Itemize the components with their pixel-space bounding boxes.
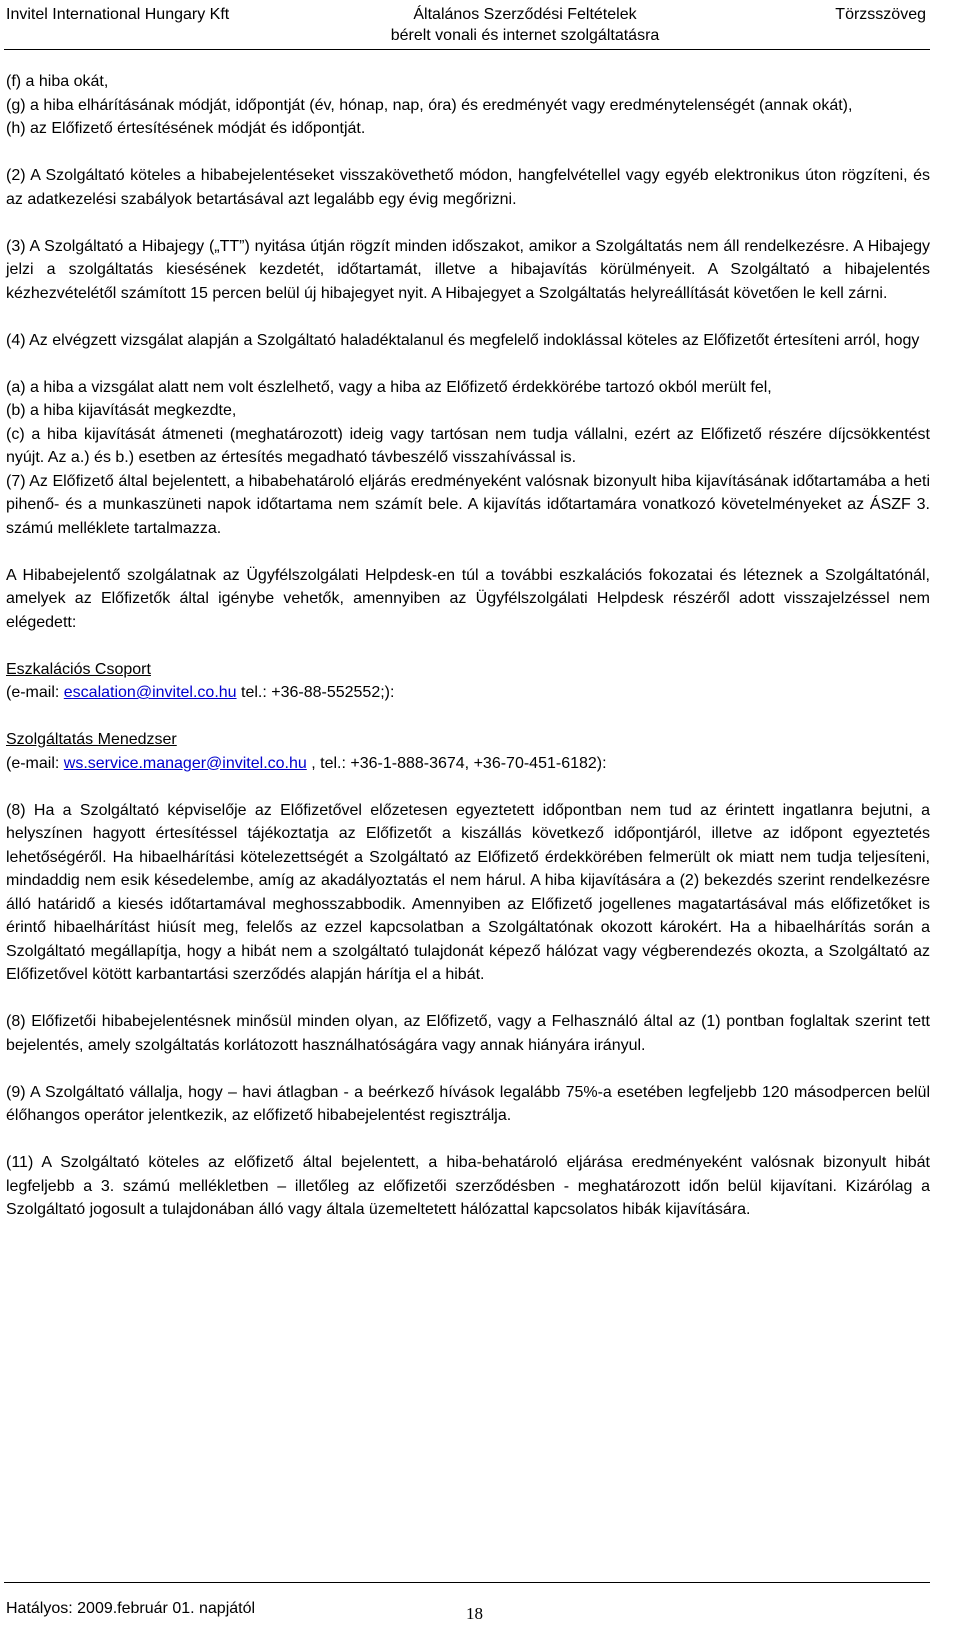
footer-divider xyxy=(4,1582,930,1583)
page-footer xyxy=(6,1582,930,1622)
paragraph-4-item-a: (a) a hiba a vizsgálat alatt nem volt észlelhető, vagy a hiba az Előfizető érdekkörébe tartozó okból merült fel, xyxy=(6,378,772,396)
contact-prefix: (e-mail: xyxy=(6,684,64,701)
escalation-email-link[interactable]: escalation@invitel.co.hu xyxy=(63,684,237,701)
page-number: 18 xyxy=(466,1604,483,1623)
list-item-g: (g) a hiba elhárításának módját, időpontját (év, hónap, nap, óra) és eredményét vagy eredménytelenségét (annak okát), xyxy=(6,96,853,114)
header-divider xyxy=(4,49,930,50)
paragraph-7: (7) Az Előfizető által bejelentett, a hibabehatároló eljárás eredményeként valósnak bizonyult hiba kijavításának időtartamába a heti pihenő- és a munkaszüneti napok időtartama nem számít bele. A kijavítás időtartamára vonatkozó követelményeket az ÁSZF 3. számú melléklete tartalmazza. xyxy=(6,472,930,537)
list-item-h: (h) az Előfizető értesítésének módját és időpontját. xyxy=(6,120,366,137)
paragraph-11: (11) A Szolgáltató köteles az előfizető által bejelentett, a hiba-behatároló eljárása eredményeként valósnak bizonyult hibát legfeljebb a 3. számú mellékletben – illetőleg az előfizetői szerződésben - meghatározott időn belül kijavítani. Kizárólag a Szolgáltató jogosult a tulajdonában álló vagy általa üzemeltetett hálózattal kapcsolatos hibák kijavítására. xyxy=(6,1154,930,1218)
list-item-f: (f) a hiba okát, xyxy=(6,73,109,90)
paragraph-8b: (8) Előfizetői hibabejelentésnek minősül minden olyan, az Előfizető, vagy a Felhasználó által az (1) pontban foglaltak szerint tett bejelentés, amely szolgáltatás korlátozott használhatóságára vagy annak hiányára irányul. xyxy=(6,1013,930,1054)
contact-suffix: , tel.: +36-1-888-3674, +36-70-451-6182): xyxy=(306,754,607,772)
company-name: Invitel International Hungary Kft xyxy=(6,6,230,23)
paragraph-8a: (8) Ha a Szolgáltató képviselője az Előfizetővel előzetesen egyeztetett időpontban nem tud az érintett ingatlanra bejutni, a helyszínen hagyott értesítéssel tájékoztatja az Előfizetőt a kiszállás következő időpontjáról, illetve az időpont egyeztetés lehetőségéről. Ha hibaelhárítási kötelezettségét a Szolgáltató az Előfizető érdekkörében felmerült ok miatt nem tudja teljesíteni, mindaddig nem esik késedelembe, amíg az akadályoztatás el nem hárul. A hiba kijavítására a (2) bekezdés szerint rendelkezésre álló határidő a kiesés időtartamával meghosszabbodik. Amennyiben az Előfizető jogellenes magatartásával más előfizetőket is érintő hibaelhárítást hiúsít meg, felelős az ezzel kapcsolatban a Szolgáltatónak okozott károkért. Ha a hibaelhárítás során a Szolgáltató megállapítja, hogy a hibát nem a szolgáltató tulajdonát képező hálózat vagy végberendezés okozta, a Szolgáltató az Előfizetővel kötött karbantartási szerződés alapján hárítja el a hibát. xyxy=(6,801,930,983)
document-subtitle: bérelt vonali és internet szolgáltatásra xyxy=(390,27,660,44)
contact-suffix: tel.: +36-88-552552;): xyxy=(236,684,395,701)
contact-name-service-manager: Szolgáltatás Menedzser xyxy=(6,731,177,748)
paragraph-9: (9) A Szolgáltató vállalja, hogy – havi átlagban - a beérkező hívások legalább 75%-a esetében legfeljebb 120 másodpercen belül élőhangos operátor jelentkezik, az előfizető hibabejelentést regisztrálja. xyxy=(6,1083,930,1124)
document-body xyxy=(6,70,930,1222)
paragraph-4-item-b: (b) a hiba kijavítását megkezdte, xyxy=(6,402,237,419)
escalation-intro: A Hibabejelentő szolgálatnak az Ügyfélszolgálati Helpdesk-en túl a további eszkalációs fokozatai és léteznek a Szolgáltatónál, amelyek az Előfizetők által igénybe vehetők, amennyiben az Ügyfélszolgálati Helpdesk részéről adott visszajelzéssel nem elégedett: xyxy=(6,566,930,631)
contact-name-escalation: Eszkalációs Csoport xyxy=(6,660,151,678)
contact-line-service-manager xyxy=(6,752,930,776)
document-title-block xyxy=(330,4,720,46)
section-label: Törzsszöveg xyxy=(835,6,926,23)
document-title: Általános Szerződési Feltételek xyxy=(413,6,637,23)
page-header xyxy=(0,0,960,48)
contact-prefix: (e-mail: xyxy=(6,754,64,772)
effective-date: Hatályos: 2009.február 01. napjától xyxy=(6,1600,256,1617)
paragraph-4-intro: (4) Az elvégzett vizsgálat alapján a Szolgáltató haladéktalanul és megfelelő indoklással köteles az Előfizetőt értesíteni arról, hogy xyxy=(6,331,920,349)
paragraph-3: (3) A Szolgáltató a Hibajegy („TT”) nyitása útján rögzít minden időszakot, amikor a Szolgáltatás nem áll rendelkezésre. A Hibajegy jelzi a szolgáltatás kiesésének kezdetét, időtartamát, illetve a hibajavítás körülményeit. A Szolgáltató a hibajelentés kézhezvételétől számított 15 percen belül új hibajegyet nyit. A Hibajegyet a Szolgáltatás helyreállítását követően le kell zárni. xyxy=(6,237,930,302)
paragraph-2: (2) A Szolgáltató köteles a hibabejelentéseket visszakövethető módon, hangfelvétellel vagy egyéb elektronikus úton rögzíteni, és az adatkezelési szabályok betartásával azt legalább egy évig megőrizni. xyxy=(6,167,930,208)
contact-line-escalation xyxy=(6,681,930,705)
service-manager-email-link[interactable]: ws.service.manager@invitel.co.hu xyxy=(63,754,307,772)
paragraph-4-item-c: (c) a hiba kijavítását átmeneti (meghatározott) ideig vagy tartósan nem tudja vállalni, ezért az Előfizető részére díjcsökkentést nyújt. Az a.) és b.) esetben az értesítés megadható távbeszélő visszahívással is. xyxy=(6,425,930,466)
